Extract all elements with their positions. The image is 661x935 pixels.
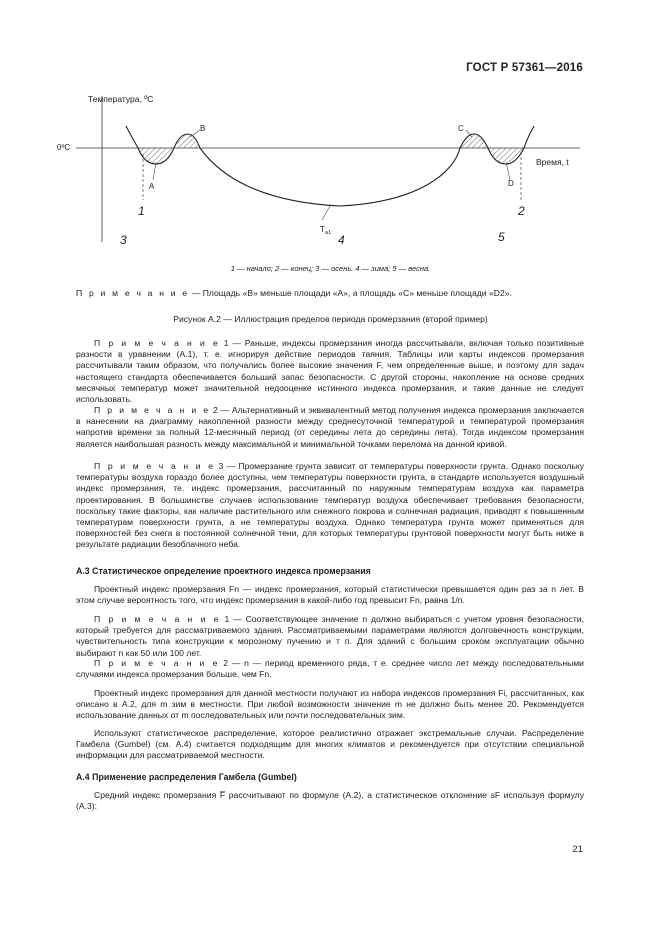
- label-c: C: [458, 124, 464, 133]
- mark-4: 4: [338, 233, 345, 247]
- note-3: П р и м е ч а н и е 3 — Промерзание грунта зависит от температуры поверхности грунта. Однако поскольку температуры воздуха гораздо более доступны, чем температуры поверхности грунта, в стандарте используется воздушный индекс промерзания, те. индекс промерзания, рассчитанный по наружным температурам воздуха как параметра проектирования. В большинстве случаев использование температур воздуха обеспечивает требования безопасности, поскольку такие факторы, как наличие растительного или снежного покрова и солнечная радиация, приводят к повышенным температурам поверхности грунта, а не температуры воздуха. Однако температура грунта может применяться для поверхностей без снега в постоянной солнечной тени, для которых температуры грунтовой поверхности могут быть ниже в результате радиации безоблачного неба.: [76, 461, 584, 550]
- section-a3-note2: П р и м е ч а н и е 2 — n — период временного ряда, т е. среднее число лет между последовательными случаями индекса промерзания больше, чем Fn.: [76, 658, 584, 680]
- page-number: 21: [572, 844, 583, 855]
- figure-legend: 1 — начало; 2 — конец; 3 — осень. 4 — зима; 5 — весна.: [230, 264, 431, 273]
- t-label: $T_{a1}$: [320, 225, 332, 236]
- mark-5: 5: [498, 230, 505, 244]
- section-a3-p2: Проектный индекс промерзания для данной местности получают из набора индексов промерзания Fi, рассчитанных, как описано в А.2, для m зим в местности. При любой возможности значение m не должно быть менее 20. Рекомендуется использование данных от m последовательных или почти последовательных зим.: [76, 688, 584, 721]
- leader-b: [190, 130, 200, 137]
- mark-1: 1: [138, 204, 145, 218]
- section-a3-p3: Используют статистическое распределение, которое реалистично отражает экстремальные случаи. Распределение Гамбела (Gumbel) (см. А.4) считается подходящим для многих климатов и рекомендуется при отсутствии специальной информации для рассматриваемой местности.: [76, 728, 584, 761]
- figure-caption: Рисунок А.2 — Иллюстрация пределов периода промерзания (второй пример): [173, 314, 488, 324]
- section-a3-p1: Проектный индекс промерзания Fn — индекс промерзания, который статистически превышается один раз за n лет. В этом случае вероятность того, что индекс промерзания в какой-либо год превысит Fn, равна 1/n.: [76, 584, 584, 606]
- note-2: П р и м е ч а н и е 2 — Альтернативный и эквивалентный метод получения индекса промерзания заключается в нанесении на диаграмму накопленной разности между среднесуточной температурой и температурой промерзания напротив времени за полный 12-месячный период (от середины лета до середины лета). Тогда индексом промерзания является наибольшая разность между максимальной и минимальной точками перелома на данной кривой.: [76, 405, 584, 449]
- freezing-period-diagram: [40, 82, 620, 278]
- y-axis-label: Температура, ºC: [88, 94, 154, 104]
- leader-t: [322, 206, 330, 220]
- zero-label: 0ºC: [57, 143, 71, 152]
- leader-a: [153, 162, 156, 180]
- label-b: B: [200, 124, 206, 133]
- standard-header: ГОСТ Р 57361—2016: [466, 62, 583, 74]
- mark-3: 3: [120, 233, 127, 247]
- section-a3-title: А.3 Статистическое определение проектного индекса промерзания: [76, 566, 371, 576]
- note-1: П р и м е ч а н и е 1 — Раньше, индексы промерзания иногда рассчитывали, включая только позитивные разности в уравнении (А.1), т. е. игнорируя действие периодов таяния. Таблицы или карты индексов промерзания рассчитывали таким образом, что получались более высокие значения F, чем определенные выше, и поэтому для задач настоящего стандарта обеспечивается больший запас безопасности. С другой стороны, накопление на основе средних месячных температур может значительной недооценке истинного индекса промерзания, и такие данные не следует использовать.: [76, 338, 584, 405]
- figure-note: П р и м е ч а н и е — Площадь «B» меньше площади «A», а площадь «C» меньше площади «D2».: [76, 288, 512, 298]
- x-axis-label: Время, t: [536, 157, 569, 167]
- label-a: A: [149, 182, 155, 191]
- label-d: D: [508, 179, 514, 188]
- mark-2: 2: [518, 204, 525, 218]
- leader-d: [506, 162, 510, 180]
- section-a4-title: А.4 Применение распределения Гамбела (Gumbel): [76, 772, 297, 782]
- area-a: [138, 148, 174, 164]
- section-a3-note1: П р и м е ч а н и е 1 — Соответствующее значение n должно выбираться с учетом уровня безопасности, который требуется для рассматриваемого здания. Рассматриваемыми параметрами являются долговечность конструкции, чувствительность типа конструкции к морозному пучению и т п. Для зданий с большим сроком эксплуатации обычно выбирают n как 50 или 100 лет.: [76, 614, 584, 658]
- section-a4-p1: Средний индекс промерзания F̅ рассчитывают по формуле (А.2), а статистическое отклонение sF используя формулу (А.3):: [76, 790, 584, 812]
